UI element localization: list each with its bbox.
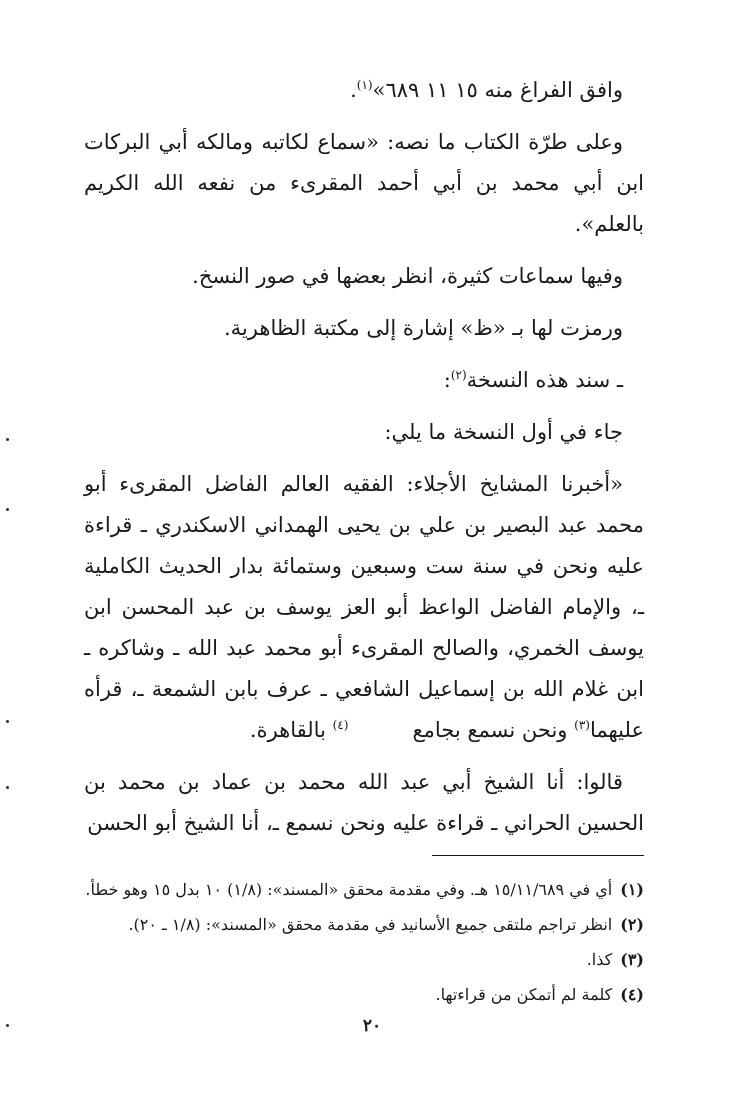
- footnote-number: (٣): [620, 950, 644, 969]
- paragraph-audition-notes: وفيها سماعات كثيرة، انظر بعضها في صور النسخ.: [192, 264, 623, 288]
- scan-speck: [6, 438, 9, 441]
- scan-speck: [6, 1024, 9, 1027]
- page-number: ٢٠: [362, 1016, 382, 1036]
- footnote-1: [84, 874, 644, 905]
- footnote-reference: (٣): [574, 718, 590, 732]
- paragraph-title-page-note: وعلى طرّة الكتاب ما نصه: «سماع لكاتبه ومالكه أبي البركات ابن أبي محمد بن أبي أحمد المقرىء من نفعه الله الكريم بالعلم».: [84, 130, 644, 236]
- paragraph-end: :: [443, 368, 451, 392]
- footnote-4: [84, 979, 644, 1010]
- paragraph-manuscript-symbol: ورمزت لها بـ «ظ» إشارة إلى مكتبة الظاهرية.: [224, 316, 623, 340]
- footnote-reference: (٤): [332, 718, 349, 732]
- paragraph-chain-continued: قالوا: أنا الشيخ أبي عبد الله محمد بن عماد بن محمد بن الحسين الحراني ـ قراءة عليه ونحن نسمع ـ، أنا الشيخ أبو الحسن: [84, 770, 644, 835]
- footnote-text: كلمة لم أتمكن من قراءتها.: [435, 985, 613, 1004]
- paragraph-text: «أخبرنا المشايخ الأجلاء: الفقيه العالم الفاضل المقرىء أبو محمد عبد البصير بن علي بن يحيى الهمداني الاسكندري ـ قراءة عليه ونحن في سنة ست وسبعين وستمائة بدار الحديث الكاملية ـ، والإمام الفاضل الواعظ أبو العز يوسف بن عبد المحسن ابن يوسف الخمري، والصالح المقرىء أبو محمد عبد الله ـ وشاكره ـ ابن غلام الله بن إسماعيل الشافعي ـ عرف بابن الشمعة ـ، قرأه عليهما: [84, 472, 644, 742]
- footnote-separator: [432, 855, 644, 856]
- paragraph-completion-date: [84, 70, 644, 111]
- paragraph-chain-heading: [84, 360, 644, 401]
- footnote-text: كذا.: [586, 950, 613, 969]
- footnote-number: (٢): [620, 915, 644, 934]
- paragraph-text: ـ سند هذه النسخة: [466, 368, 623, 392]
- paragraph-intro: جاء في أول النسخة ما يلي:: [384, 420, 623, 444]
- paragraph-text: وافق الفراغ منه ١٥ ١١ ٦٨٩»: [372, 78, 623, 102]
- footnote-reference: (١): [356, 78, 373, 92]
- paragraph-end: .: [350, 78, 357, 102]
- footnote-number: (٤): [620, 985, 644, 1004]
- footnote-number: (١): [620, 880, 644, 899]
- footnotes: [84, 874, 644, 1010]
- page-content: [84, 70, 644, 1014]
- footnote-2: [84, 909, 644, 940]
- paragraph-chain-quote: [84, 464, 644, 751]
- scan-speck: [6, 786, 9, 789]
- footnote-text: أي في ١٥/١١/٦٨٩ هـ. وفي مقدمة محقق «المسند»: (١/٨) ١٠ بدل ١٥ وهو خطأ.: [85, 880, 613, 899]
- footnote-reference: (٢): [450, 368, 467, 382]
- scan-speck: [6, 720, 9, 723]
- scan-speck: [6, 508, 9, 511]
- paragraph-text: ونحن نسمع بجامع: [412, 718, 568, 742]
- paragraph-end: بالقاهرة.: [249, 718, 326, 742]
- footnote-3: [84, 944, 644, 975]
- footnote-text: انظر تراجم ملتقى جميع الأسانيد في مقدمة محقق «المسند»: (١/٨ ـ ٢٠).: [128, 915, 613, 934]
